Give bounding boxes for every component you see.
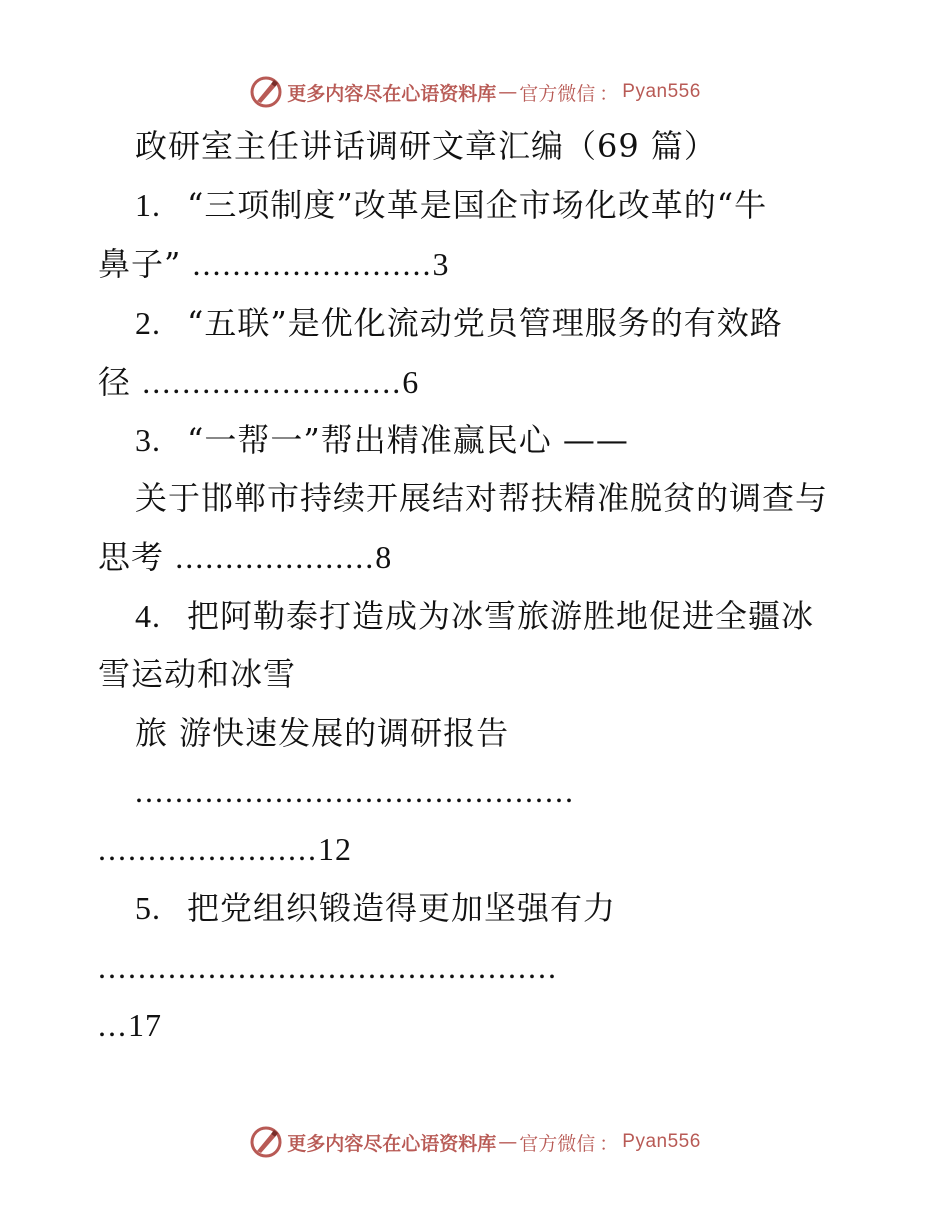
brand-wechat-label: 官方微信	[519, 1132, 596, 1155]
toc-page-number: 17	[128, 1007, 162, 1043]
toc-item-title: “三项制度”改革是国企市场化改革的“牛	[187, 186, 768, 224]
toc-item-3-line1[interactable]	[0, 411, 950, 469]
toc-item-3-line2[interactable]	[0, 469, 950, 527]
toc-leader-dots: ........................	[192, 246, 433, 282]
toc-item-4-page-line[interactable]	[0, 820, 950, 878]
toc-item-4-dots-line[interactable]	[0, 762, 950, 820]
toc-leader-dots: ...	[98, 1007, 128, 1043]
toc-item-number: 4.	[135, 598, 161, 634]
toc-page-number: 6	[402, 364, 420, 400]
brand-dash: —	[498, 1131, 518, 1153]
brand-wechat-id: Pyan556	[622, 1131, 701, 1152]
header-brand	[0, 72, 950, 112]
toc-item-2-line2[interactable]	[0, 353, 950, 411]
toc-item-1-line2[interactable]	[0, 235, 950, 293]
toc-item-1-line1[interactable]	[0, 176, 950, 234]
document-title: 政研室主任讲话调研文章汇编（69 篇）	[135, 127, 717, 165]
pen-in-circle-logo-icon	[249, 75, 283, 109]
toc-leader-dots: ............................................	[135, 773, 575, 809]
toc-item-4-line1[interactable]	[0, 587, 950, 645]
toc-item-5-dots-line[interactable]	[0, 938, 950, 996]
toc-item-title-cont: 鼻子”	[98, 245, 182, 283]
toc-item-title-cont: 雪运动和冰雪	[98, 655, 297, 693]
toc-leader-dots: ......................	[98, 831, 318, 867]
footer-brand	[0, 1122, 950, 1162]
toc-item-title-cont: 径	[98, 363, 132, 401]
toc-item-5-line1[interactable]	[0, 879, 950, 937]
toc-item-number: 2.	[135, 305, 161, 341]
toc-item-number: 3.	[135, 422, 161, 458]
toc-page-number: 8	[375, 539, 393, 575]
toc-item-4-line2[interactable]	[0, 645, 950, 703]
toc-leader-dots: ....................	[175, 539, 376, 575]
toc-item-title-cont: 思考	[98, 538, 165, 576]
toc-item-3-line3[interactable]	[0, 528, 950, 586]
toc-item-title: 把党组织锻造得更加坚强有力	[187, 889, 617, 927]
toc-item-5-page-line[interactable]	[0, 996, 950, 1054]
toc-item-4-line3[interactable]	[0, 704, 950, 762]
toc-leader-dots: ..............................................	[98, 949, 558, 985]
brand-wechat-id: Pyan556	[622, 81, 701, 102]
toc-item-title: “一帮一”帮出精准赢民心 ——	[187, 421, 629, 459]
toc-item-title: 把阿勒泰打造成为冰雪旅游胜地促进全疆冰	[187, 597, 815, 635]
toc-page-number: 12	[318, 831, 352, 867]
toc-leader-dots: ..........................	[142, 364, 403, 400]
toc-item-title: “五联”是优化流动党员管理服务的有效路	[187, 304, 783, 342]
toc-page-number: 3	[432, 246, 450, 282]
toc-item-number: 5.	[135, 890, 161, 926]
brand-text: 更多内容尽在心语资料库	[287, 82, 497, 105]
brand-separator: ：	[599, 82, 619, 105]
brand-separator: ：	[599, 1132, 619, 1155]
brand-text: 更多内容尽在心语资料库	[287, 1132, 497, 1155]
brand-dash: —	[498, 81, 518, 103]
toc-item-title-cont: 关于邯郸市持续开展结对帮扶精准脱贫的调查与	[135, 479, 829, 517]
pen-in-circle-logo-icon	[249, 1125, 283, 1159]
toc-item-2-line1[interactable]	[0, 294, 950, 352]
brand-wechat-label: 官方微信	[519, 82, 596, 105]
toc-item-title-cont: 旅 游快速发展的调研报告	[135, 714, 510, 752]
toc-item-number: 1.	[135, 187, 161, 223]
